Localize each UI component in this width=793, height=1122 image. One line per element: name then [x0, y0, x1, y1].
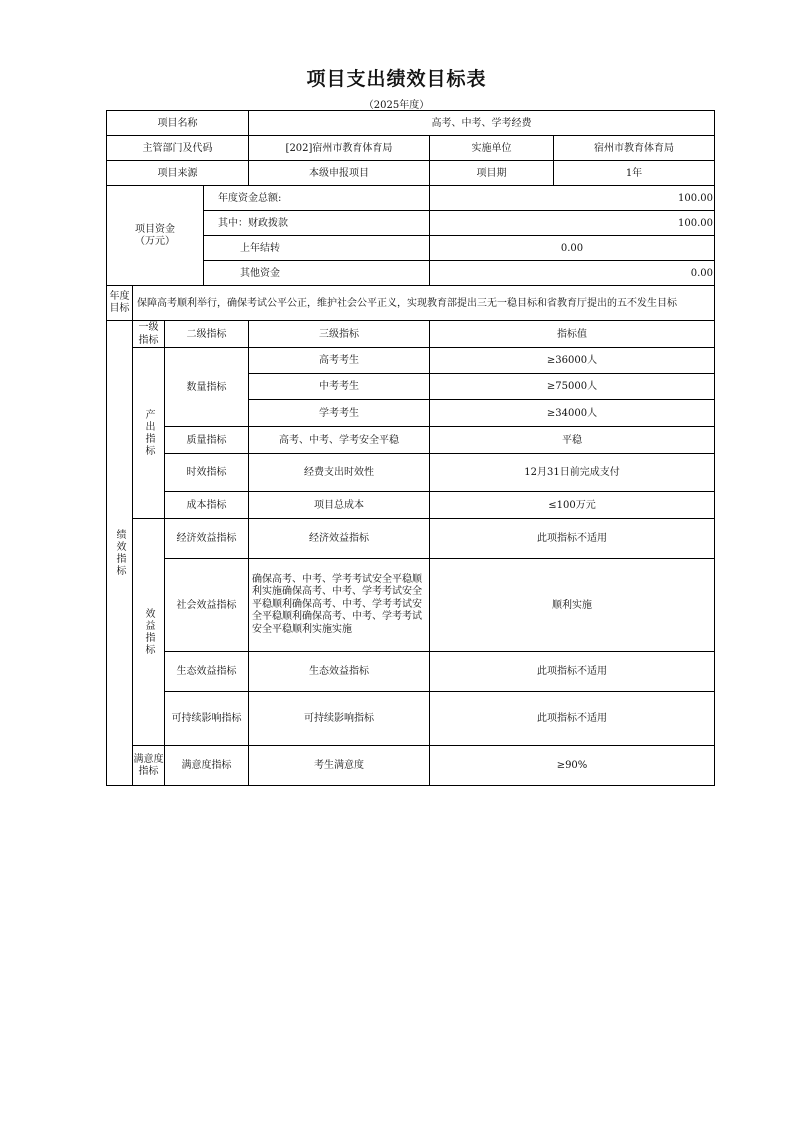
output-indicators-label: 产出指标 [133, 348, 165, 519]
row-source [107, 161, 715, 186]
social-indicators-label: 社会效益指标 [165, 559, 249, 652]
funds-carryover-label: 上年结转 [204, 236, 430, 261]
annual-goal-label-line2: 目标 [109, 303, 130, 314]
quantity-value: ≥34000人 [430, 400, 715, 427]
row-project-name [107, 111, 715, 136]
sustainable-name: 可持续影响指标 [249, 692, 430, 746]
funds-carryover-value: 0.00 [430, 236, 715, 261]
project-name-value: 高考、中考、学考经费 [249, 111, 715, 136]
annual-goal-label-line1: 年度 [109, 291, 130, 302]
performance-indicators-label: 绩效指标 [107, 321, 133, 786]
ecological-indicators-label: 生态效益指标 [165, 652, 249, 692]
satisfaction-sub-label: 满意度指标 [165, 746, 249, 786]
quality-indicators-label: 质量指标 [165, 427, 249, 454]
sustainable-indicators-label: 可持续影响指标 [165, 692, 249, 746]
funds-label-line1: 项目资金 [135, 223, 175, 235]
project-name-label: 项目名称 [107, 111, 249, 136]
project-period-label: 项目期 [430, 161, 554, 186]
ecological-value: 此项指标不适用 [430, 652, 715, 692]
row-social [107, 559, 715, 652]
row-satisfaction [107, 746, 715, 786]
project-period-value: 1年 [554, 161, 715, 186]
row-cost [107, 492, 715, 519]
cost-value: ≤100万元 [430, 492, 715, 519]
department-label: 主管部门及代码 [107, 136, 249, 161]
economic-name: 经济效益指标 [249, 519, 430, 559]
row-economic [107, 519, 715, 559]
satisfaction-name: 考生满意度 [249, 746, 430, 786]
cost-indicators-label: 成本指标 [165, 492, 249, 519]
benefit-indicators-label: 效益指标 [133, 519, 165, 746]
ecological-name: 生态效益指标 [249, 652, 430, 692]
document-title: 项目支出绩效目标表 [306, 68, 487, 90]
header-level3: 三级指标 [249, 321, 430, 348]
row-sustainable [107, 692, 715, 746]
social-value: 顺利实施 [430, 559, 715, 652]
row-department [107, 136, 715, 161]
quantity-name: 高考考生 [249, 348, 430, 374]
quantity-name: 学考考生 [249, 400, 430, 427]
row-timeliness [107, 454, 715, 492]
funds-other-value: 0.00 [430, 261, 715, 286]
project-source-value: 本级申报项目 [249, 161, 430, 186]
row-ecological [107, 652, 715, 692]
cost-name: 项目总成本 [249, 492, 430, 519]
annual-goal-label [107, 286, 133, 321]
funds-total-value: 100.00 [430, 186, 715, 211]
quality-value: 平稳 [430, 427, 715, 454]
economic-indicators-label: 经济效益指标 [165, 519, 249, 559]
annual-goal-text: 保障高考顺利举行，确保考试公平公正，维护社会公平正义，实现教育部提出三无一稳目标和省教育厅提出的五不发生目标 [133, 286, 715, 321]
year-label: （2025年度） [363, 100, 430, 111]
row-annual-goal [107, 286, 715, 321]
timeliness-name: 经费支出时效性 [249, 454, 430, 492]
satisfaction-indicators-label: 满意度指标 [133, 746, 165, 786]
quantity-indicators-label: 数量指标 [165, 348, 249, 427]
quantity-value: ≥36000人 [430, 348, 715, 374]
satisfaction-value: ≥90% [430, 746, 715, 786]
implementing-unit-value: 宿州市教育体育局 [554, 136, 715, 161]
funds-fiscal-value: 100.00 [430, 211, 715, 236]
quality-name: 高考、中考、学考安全平稳 [249, 427, 430, 454]
sustainable-value: 此项指标不适用 [430, 692, 715, 746]
header-level1: 一级指标 [133, 321, 165, 348]
economic-value: 此项指标不适用 [430, 519, 715, 559]
project-funds-label [107, 186, 204, 286]
timeliness-indicators-label: 时效指标 [165, 454, 249, 492]
row-funds-total [107, 186, 715, 211]
project-source-label: 项目来源 [107, 161, 249, 186]
social-name: 确保高考、中考、学考考试安全平稳顺利实施确保高考、中考、学考考试安全平稳顺利确保高考、中考、学考考试安全平稳顺利确保高考、中考、学考考试安全平稳顺利实施实施 [249, 559, 430, 652]
timeliness-value: 12月31日前完成支付 [430, 454, 715, 492]
funds-other-label: 其他资金 [204, 261, 430, 286]
quantity-value: ≥75000人 [430, 374, 715, 400]
row-quality [107, 427, 715, 454]
row-indicator-header [107, 321, 715, 348]
department-value: [202]宿州市教育体育局 [249, 136, 430, 161]
funds-fiscal-label: 其中：财政拨款 [204, 211, 430, 236]
header-level2: 二级指标 [165, 321, 249, 348]
funds-total-label: 年度资金总额: [204, 186, 430, 211]
funds-label-line2: （万元） [135, 235, 175, 247]
row-quantity-gaokao [107, 348, 715, 374]
performance-target-table [106, 110, 715, 786]
implementing-unit-label: 实施单位 [430, 136, 554, 161]
header-value: 指标值 [430, 321, 715, 348]
quantity-name: 中考考生 [249, 374, 430, 400]
